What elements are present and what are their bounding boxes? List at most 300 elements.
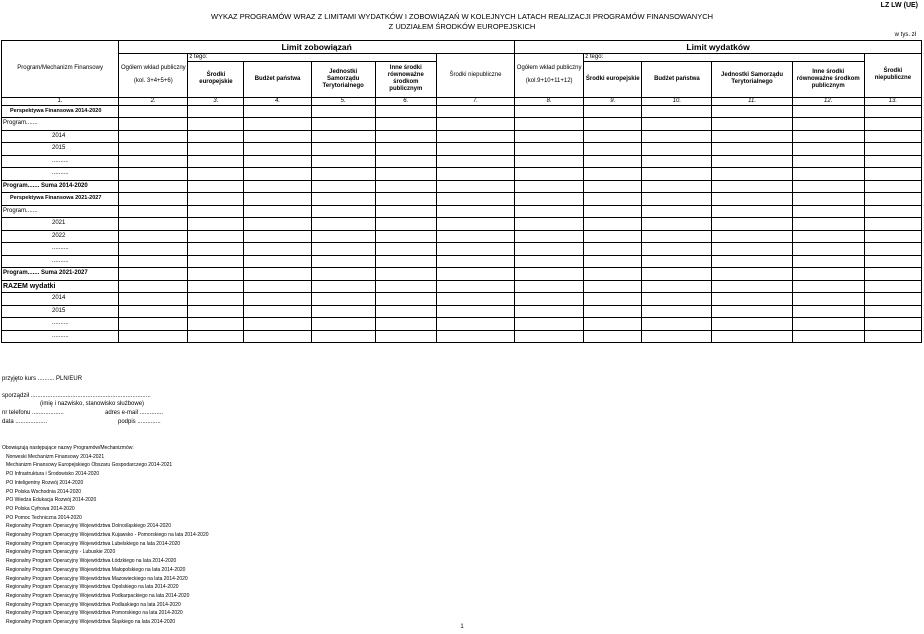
value-cell[interactable]	[515, 155, 584, 168]
row-label: ..........	[2, 243, 119, 256]
value-cell[interactable]	[119, 218, 188, 231]
value-cell[interactable]	[712, 143, 792, 156]
program-names-legend	[2, 444, 209, 627]
value-cell[interactable]	[311, 243, 375, 256]
value-cell[interactable]	[244, 193, 311, 206]
value-cell[interactable]	[642, 318, 712, 331]
value-cell[interactable]	[436, 318, 514, 331]
value-cell[interactable]	[515, 318, 584, 331]
value-cell[interactable]	[642, 193, 712, 206]
value-cell[interactable]	[515, 330, 584, 343]
column-number: 10.	[642, 97, 712, 105]
value-cell[interactable]	[188, 318, 244, 331]
value-cell[interactable]	[375, 155, 436, 168]
row-label: Program....... Suma 2014-2020	[2, 180, 119, 193]
value-cell[interactable]	[311, 218, 375, 231]
value-cell[interactable]	[311, 330, 375, 343]
value-cell[interactable]	[584, 318, 642, 331]
value-cell[interactable]	[119, 130, 188, 143]
value-cell[interactable]	[642, 205, 712, 218]
value-cell[interactable]	[188, 130, 244, 143]
row-label: Perspektywa Finansowa 2014-2020	[2, 105, 119, 118]
value-cell[interactable]	[712, 168, 792, 181]
value-cell[interactable]	[188, 268, 244, 281]
value-cell[interactable]	[375, 193, 436, 206]
table-row	[2, 105, 922, 118]
value-cell[interactable]	[584, 218, 642, 231]
legend-item: PO Pomoc Techniczna 2014-2020	[6, 514, 82, 521]
value-cell[interactable]	[244, 105, 311, 118]
legend-item: Regionalny Program Operacyjny Województwa Kujawsko - Pomorskiego na lata 2014-2020	[6, 532, 209, 539]
value-cell[interactable]	[119, 330, 188, 343]
value-cell[interactable]	[792, 168, 864, 181]
value-cell[interactable]	[712, 105, 792, 118]
value-cell[interactable]	[244, 293, 311, 306]
value-cell[interactable]	[792, 280, 864, 293]
table-row	[2, 243, 922, 256]
value-cell[interactable]	[584, 268, 642, 281]
value-cell[interactable]	[119, 280, 188, 293]
value-cell[interactable]	[375, 305, 436, 318]
value-cell[interactable]	[584, 180, 642, 193]
column-number: 9.	[584, 97, 642, 105]
legend-item: Regionalny Program Operacyjny Województwa Śląskiego na lata 2014-2020	[6, 619, 176, 626]
header-g1-budget: Budżet państwa	[244, 61, 311, 97]
value-cell[interactable]	[584, 168, 642, 181]
value-cell[interactable]	[712, 205, 792, 218]
value-cell[interactable]	[584, 205, 642, 218]
value-cell[interactable]	[515, 293, 584, 306]
table-row	[2, 318, 922, 331]
value-cell[interactable]	[642, 180, 712, 193]
value-cell[interactable]	[584, 155, 642, 168]
value-cell[interactable]	[436, 118, 514, 131]
column-number: 1.	[2, 97, 119, 105]
header-g1-other: Inne środki równoważne środkom publicznym	[375, 61, 436, 97]
value-cell[interactable]	[515, 105, 584, 118]
value-cell[interactable]	[188, 105, 244, 118]
value-cell[interactable]	[515, 205, 584, 218]
value-cell[interactable]	[188, 155, 244, 168]
value-cell[interactable]	[792, 293, 864, 306]
value-cell[interactable]	[864, 205, 921, 218]
legend-list	[2, 453, 209, 627]
value-cell[interactable]	[244, 305, 311, 318]
value-cell[interactable]	[864, 155, 921, 168]
value-cell[interactable]	[436, 255, 514, 268]
value-cell[interactable]	[792, 205, 864, 218]
value-cell[interactable]	[792, 243, 864, 256]
value-cell[interactable]	[119, 143, 188, 156]
value-cell[interactable]	[642, 330, 712, 343]
value-cell[interactable]	[712, 118, 792, 131]
value-cell[interactable]	[311, 143, 375, 156]
value-cell[interactable]	[119, 255, 188, 268]
value-cell[interactable]	[311, 105, 375, 118]
value-cell[interactable]	[515, 180, 584, 193]
value-cell[interactable]	[864, 243, 921, 256]
value-cell[interactable]	[642, 280, 712, 293]
row-label: ..........	[2, 255, 119, 268]
value-cell[interactable]	[864, 293, 921, 306]
header-g1-nonpublic: Środki niepubliczne	[436, 54, 514, 98]
legend-item: Regionalny Program Operacyjny - Lubuskie 2020	[6, 549, 116, 556]
value-cell[interactable]	[864, 193, 921, 206]
legend-item: Regionalny Program Operacyjny Województwa Dolnośląskiego 2014-2020	[6, 523, 171, 530]
value-cell[interactable]	[584, 293, 642, 306]
g2-total-label: Ogółem wkład publiczny	[516, 65, 582, 72]
value-cell[interactable]	[375, 118, 436, 131]
value-cell[interactable]	[792, 130, 864, 143]
value-cell[interactable]	[642, 218, 712, 231]
value-cell[interactable]	[119, 293, 188, 306]
value-cell[interactable]	[188, 168, 244, 181]
value-cell[interactable]	[792, 255, 864, 268]
value-cell[interactable]	[584, 255, 642, 268]
row-label: 2022	[2, 230, 119, 243]
value-cell[interactable]	[188, 143, 244, 156]
value-cell[interactable]	[311, 180, 375, 193]
value-cell[interactable]	[375, 205, 436, 218]
legend-item: Regionalny Program Operacyjny Województwa Małopolskiego na lata 2014-2020	[6, 566, 186, 573]
legend-item: PO Polska Cyfrowa 2014-2020	[6, 505, 75, 512]
table-row	[2, 118, 922, 131]
value-cell[interactable]	[375, 218, 436, 231]
value-cell[interactable]	[864, 180, 921, 193]
header-g2-other: Inne środki równoważne środkom publicznym	[792, 61, 864, 97]
value-cell[interactable]	[792, 218, 864, 231]
value-cell[interactable]	[864, 280, 921, 293]
value-cell[interactable]	[864, 318, 921, 331]
value-cell[interactable]	[642, 155, 712, 168]
value-cell[interactable]	[436, 293, 514, 306]
value-cell[interactable]	[642, 305, 712, 318]
value-cell[interactable]	[712, 255, 792, 268]
header-program: Program/Mechanizm Finansowy	[2, 41, 119, 98]
value-cell[interactable]	[712, 230, 792, 243]
value-cell[interactable]	[244, 155, 311, 168]
value-cell[interactable]	[375, 243, 436, 256]
value-cell[interactable]	[188, 243, 244, 256]
value-cell[interactable]	[244, 230, 311, 243]
value-cell[interactable]	[642, 230, 712, 243]
value-cell[interactable]	[712, 293, 792, 306]
table-row	[2, 218, 922, 231]
value-cell[interactable]	[712, 280, 792, 293]
value-cell[interactable]	[584, 305, 642, 318]
value-cell[interactable]	[436, 193, 514, 206]
value-cell[interactable]	[712, 243, 792, 256]
value-cell[interactable]	[188, 230, 244, 243]
value-cell[interactable]	[436, 230, 514, 243]
value-cell[interactable]	[584, 143, 642, 156]
value-cell[interactable]	[244, 218, 311, 231]
value-cell[interactable]	[375, 255, 436, 268]
value-cell[interactable]	[712, 180, 792, 193]
value-cell[interactable]	[864, 330, 921, 343]
value-cell[interactable]	[515, 255, 584, 268]
value-cell[interactable]	[311, 305, 375, 318]
value-cell[interactable]	[515, 305, 584, 318]
value-cell[interactable]	[311, 268, 375, 281]
value-cell[interactable]	[864, 168, 921, 181]
value-cell[interactable]	[244, 118, 311, 131]
footer-block	[2, 375, 163, 427]
value-cell[interactable]	[642, 268, 712, 281]
value-cell[interactable]	[436, 218, 514, 231]
value-cell[interactable]	[436, 280, 514, 293]
value-cell[interactable]	[864, 230, 921, 243]
header-g1-total	[119, 54, 188, 98]
value-cell[interactable]	[244, 255, 311, 268]
value-cell[interactable]	[792, 230, 864, 243]
value-cell[interactable]	[515, 268, 584, 281]
value-cell[interactable]	[792, 118, 864, 131]
value-cell[interactable]	[436, 143, 514, 156]
value-cell[interactable]	[584, 280, 642, 293]
value-cell[interactable]	[311, 193, 375, 206]
value-cell[interactable]	[375, 330, 436, 343]
legend-item: Regionalny Program Operacyjny Województwa Opolskiego na lata 2014-2020	[6, 584, 179, 591]
value-cell[interactable]	[119, 230, 188, 243]
value-cell[interactable]	[642, 143, 712, 156]
row-label: Program.......	[2, 205, 119, 218]
value-cell[interactable]	[311, 155, 375, 168]
value-cell[interactable]	[792, 330, 864, 343]
value-cell[interactable]	[244, 168, 311, 181]
table-row	[2, 180, 922, 193]
value-cell[interactable]	[311, 293, 375, 306]
value-cell[interactable]	[436, 205, 514, 218]
header-g2-eu: Środki europejskie	[584, 61, 642, 97]
value-cell[interactable]	[311, 205, 375, 218]
legend-item: Regionalny Program Operacyjny Województwa Pomorskiego na lata 2014-2020	[6, 610, 183, 617]
value-cell[interactable]	[515, 218, 584, 231]
legend-item: Mechanizm Finansowy Europejskiego Obszaru Gospodarczego 2014-2021	[6, 462, 173, 469]
value-cell[interactable]	[584, 118, 642, 131]
date-field: data ...................	[2, 418, 48, 425]
value-cell[interactable]	[515, 193, 584, 206]
value-cell[interactable]	[119, 268, 188, 281]
value-cell[interactable]	[864, 130, 921, 143]
value-cell[interactable]	[244, 180, 311, 193]
value-cell[interactable]	[311, 255, 375, 268]
value-cell[interactable]	[792, 193, 864, 206]
email-field: adres e-mail ..............	[105, 410, 164, 417]
value-cell[interactable]	[244, 243, 311, 256]
column-number: 3.	[188, 97, 244, 105]
value-cell[interactable]	[436, 155, 514, 168]
table-row	[2, 255, 922, 268]
value-cell[interactable]	[515, 143, 584, 156]
value-cell[interactable]	[244, 268, 311, 281]
value-cell[interactable]	[584, 230, 642, 243]
legend-item: Regionalny Program Operacyjny Województwa Mazowieckiego na lata 2014-2020	[6, 575, 188, 582]
value-cell[interactable]	[515, 280, 584, 293]
value-cell[interactable]	[792, 305, 864, 318]
form-code: LZ LW (UE)	[880, 2, 918, 9]
value-cell[interactable]	[642, 293, 712, 306]
value-cell[interactable]	[188, 255, 244, 268]
value-cell[interactable]	[375, 180, 436, 193]
value-cell[interactable]	[642, 105, 712, 118]
value-cell[interactable]	[792, 268, 864, 281]
row-label: ..........	[2, 168, 119, 181]
value-cell[interactable]	[311, 130, 375, 143]
value-cell[interactable]	[311, 118, 375, 131]
value-cell[interactable]	[642, 243, 712, 256]
column-number: 4.	[244, 97, 311, 105]
value-cell[interactable]	[311, 230, 375, 243]
column-number: 6.	[375, 97, 436, 105]
value-cell[interactable]	[119, 118, 188, 131]
value-cell[interactable]	[188, 193, 244, 206]
table-row	[2, 205, 922, 218]
value-cell[interactable]	[436, 305, 514, 318]
value-cell[interactable]	[244, 318, 311, 331]
title-line-1: WYKAZ PROGRAMÓW WRAZ Z LIMITAMI WYDATKÓW I ZOBOWIĄZAŃ W KOLEJNYCH LATACH REALIZACJI PROGRAMÓW FINANSOWANYCH	[210, 12, 714, 21]
value-cell[interactable]	[188, 118, 244, 131]
exchange-rate: przyjęto kurs .......... PLN/EUR	[2, 376, 83, 382]
table-row	[2, 293, 922, 306]
legend-item: Regionalny Program Operacyjny Województwa Lubelskiego na lata 2014-2020	[6, 540, 181, 547]
value-cell[interactable]	[515, 230, 584, 243]
value-cell[interactable]	[792, 318, 864, 331]
value-cell[interactable]	[584, 193, 642, 206]
value-cell[interactable]	[436, 168, 514, 181]
value-cell[interactable]	[188, 180, 244, 193]
row-label: Program.......	[2, 118, 119, 131]
value-cell[interactable]	[244, 143, 311, 156]
row-label: ..........	[2, 318, 119, 331]
value-cell[interactable]	[311, 168, 375, 181]
value-cell[interactable]	[188, 280, 244, 293]
value-cell[interactable]	[864, 118, 921, 131]
legend-item: PO Polska Wschodnia 2014-2020	[6, 488, 82, 495]
value-cell[interactable]	[119, 168, 188, 181]
value-cell[interactable]	[119, 243, 188, 256]
value-cell[interactable]	[188, 205, 244, 218]
value-cell[interactable]	[584, 243, 642, 256]
value-cell[interactable]	[119, 155, 188, 168]
value-cell[interactable]	[864, 268, 921, 281]
prepared-by-label: (imię i nazwisko, stanowisko służbowe)	[40, 401, 145, 408]
value-cell[interactable]	[375, 143, 436, 156]
value-cell[interactable]	[311, 280, 375, 293]
value-cell[interactable]	[188, 305, 244, 318]
value-cell[interactable]	[436, 330, 514, 343]
value-cell[interactable]	[436, 105, 514, 118]
value-cell[interactable]	[792, 155, 864, 168]
value-cell[interactable]	[864, 105, 921, 118]
value-cell[interactable]	[119, 105, 188, 118]
value-cell[interactable]	[436, 180, 514, 193]
value-cell[interactable]	[584, 130, 642, 143]
value-cell[interactable]	[584, 330, 642, 343]
value-cell[interactable]	[864, 143, 921, 156]
value-cell[interactable]	[375, 318, 436, 331]
value-cell[interactable]	[375, 130, 436, 143]
value-cell[interactable]	[712, 193, 792, 206]
value-cell[interactable]	[712, 330, 792, 343]
value-cell[interactable]	[712, 155, 792, 168]
value-cell[interactable]	[515, 243, 584, 256]
value-cell[interactable]	[792, 180, 864, 193]
value-cell[interactable]	[436, 243, 514, 256]
value-cell[interactable]	[712, 268, 792, 281]
row-label: ..........	[2, 155, 119, 168]
value-cell[interactable]	[864, 218, 921, 231]
value-cell[interactable]	[436, 268, 514, 281]
value-cell[interactable]	[375, 280, 436, 293]
value-cell[interactable]	[119, 318, 188, 331]
value-cell[interactable]	[119, 193, 188, 206]
value-cell[interactable]	[119, 180, 188, 193]
value-cell[interactable]	[375, 105, 436, 118]
row-label: 2021	[2, 218, 119, 231]
value-cell[interactable]	[515, 118, 584, 131]
value-cell[interactable]	[642, 168, 712, 181]
value-cell[interactable]	[311, 318, 375, 331]
value-cell[interactable]	[792, 143, 864, 156]
row-label: Program....... Suma 2021-2027	[2, 268, 119, 281]
value-cell[interactable]	[188, 293, 244, 306]
value-cell[interactable]	[119, 205, 188, 218]
value-cell[interactable]	[584, 105, 642, 118]
value-cell[interactable]	[712, 318, 792, 331]
value-cell[interactable]	[188, 218, 244, 231]
value-cell[interactable]	[515, 168, 584, 181]
value-cell[interactable]	[119, 305, 188, 318]
value-cell[interactable]	[792, 105, 864, 118]
value-cell[interactable]	[712, 218, 792, 231]
value-cell[interactable]	[642, 130, 712, 143]
value-cell[interactable]	[642, 255, 712, 268]
value-cell[interactable]	[375, 268, 436, 281]
value-cell[interactable]	[375, 168, 436, 181]
legend-item: Norweski Mechanizm Finansowy 2014-2021	[6, 453, 105, 460]
value-cell[interactable]	[712, 130, 792, 143]
value-cell[interactable]	[864, 305, 921, 318]
header-g2-nonpublic: Środki niepubliczne	[864, 54, 921, 98]
value-cell[interactable]	[515, 130, 584, 143]
value-cell[interactable]	[375, 230, 436, 243]
value-cell[interactable]	[244, 130, 311, 143]
value-cell[interactable]	[712, 305, 792, 318]
value-cell[interactable]	[375, 293, 436, 306]
g1-total-label: Ogółem wkład publiczny	[120, 65, 186, 72]
table-row	[2, 193, 922, 206]
value-cell[interactable]	[244, 330, 311, 343]
value-cell[interactable]	[864, 255, 921, 268]
value-cell[interactable]	[642, 118, 712, 131]
value-cell[interactable]	[188, 330, 244, 343]
title-line-2: Z UDZIAŁEM ŚRODKÓW EUROPEJSKICH	[388, 22, 536, 31]
value-cell[interactable]	[244, 280, 311, 293]
table-body	[2, 97, 922, 343]
column-number: 7.	[436, 97, 514, 105]
table-row	[2, 330, 922, 343]
column-number: 11.	[712, 97, 792, 105]
table-row	[2, 130, 922, 143]
column-number: 5.	[311, 97, 375, 105]
legend-item: PO Inteligentny Rozwój 2014-2020	[6, 479, 84, 486]
row-label: 2014	[2, 293, 119, 306]
value-cell[interactable]	[436, 130, 514, 143]
value-cell[interactable]	[244, 205, 311, 218]
header-limit-expenditure: Limit wydatków	[515, 41, 922, 54]
signature-field: podpis ..............	[118, 418, 161, 425]
